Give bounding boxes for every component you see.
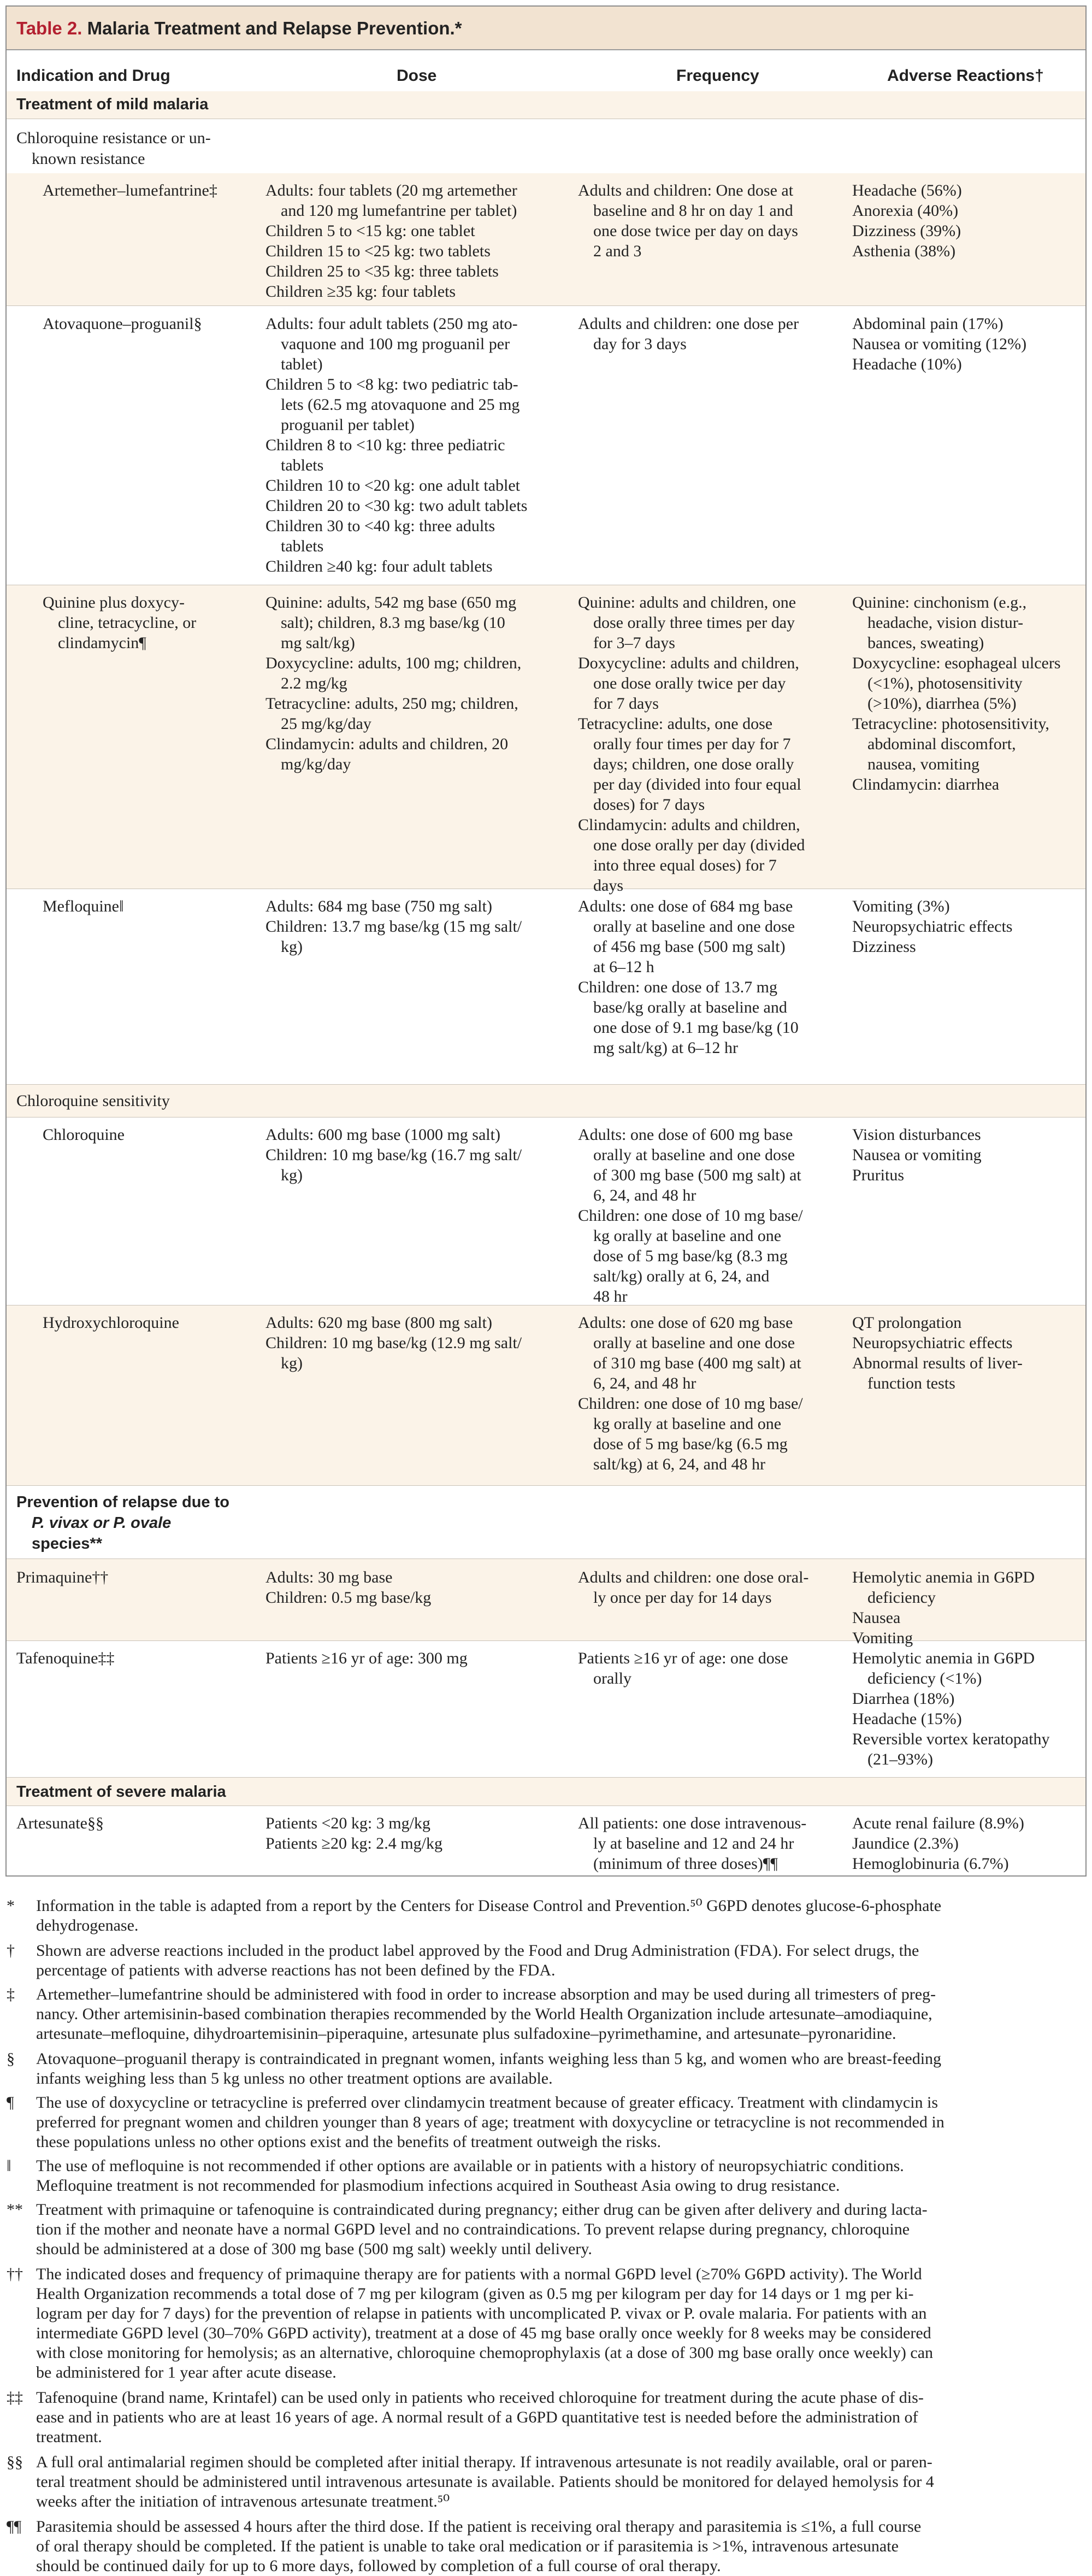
header-frequency: Frequency: [676, 67, 759, 85]
adverse-cell-line: Neuropsychiatric effects: [852, 1334, 1013, 1352]
footnote-line: ease and in patients who are at least 16 years of age. A normal result of a G6PD quantitative test is needed before the administration of: [36, 2408, 918, 2426]
footnote-symbol: ††: [7, 2265, 23, 2283]
drug-cell: [43, 314, 202, 334]
footnote-text: [36, 2093, 1074, 2152]
drug-cell-line: Chloroquine: [43, 1126, 125, 1144]
dose-cell-line: Patients <20 kg: 3 mg/kg: [265, 1814, 430, 1832]
dose-cell: [265, 592, 521, 774]
frequency-cell: [578, 1313, 803, 1474]
frequency-cell-line: Tetracycline: adults, one dose: [578, 715, 773, 733]
frequency-cell-line: salt/kg) orally at 6, 24, and: [593, 1267, 770, 1285]
footnote-line: nancy. Other artemisinin-based combination therapies recommended by the World Health Organization include artesunate–amodiaquine,: [36, 2005, 932, 2023]
adverse-cell-line: Headache (15%): [852, 1710, 962, 1728]
adverse-cell: [852, 1313, 1023, 1393]
frequency-cell-line: dose of 5 mg base/kg (8.3 mg: [593, 1247, 788, 1265]
frequency-cell-line: 48 hr: [593, 1287, 628, 1305]
drug-cell-line: Mefloquine‖: [43, 897, 124, 915]
adverse-cell: [852, 896, 1012, 957]
frequency-cell-line: Children: one dose of 10 mg base/: [578, 1395, 803, 1413]
adverse-cell-line: function tests: [867, 1374, 955, 1392]
adverse-cell-line: Dizziness: [852, 938, 916, 956]
footnote-line: treatment.: [36, 2428, 102, 2446]
adverse-cell: [852, 1813, 1024, 1874]
dose-cell-line: kg): [281, 1354, 303, 1372]
footnote-symbol: ‡: [7, 1985, 15, 2003]
table-title: [7, 7, 1085, 50]
dose-cell-line: Quinine: adults, 542 mg base (650 mg: [265, 593, 517, 611]
header-dose: Dose: [397, 67, 437, 85]
adverse-cell-line: Clindamycin: diarrhea: [852, 775, 1000, 793]
footnote-line: A full oral antimalarial regimen should be completed after initial therapy. If intravenous artesunate is not readily available, oral or paren-: [36, 2453, 932, 2471]
section-chloro-resistance: Chloroquine resistance or un- known resistance: [16, 129, 211, 168]
adverse-cell-line: Vomiting (3%): [852, 897, 950, 915]
frequency-cell-line: 2 and 3: [593, 242, 642, 260]
divider: [7, 1805, 1085, 1806]
dose-cell: [265, 1313, 522, 1373]
dose-cell-line: kg): [281, 1166, 303, 1184]
frequency-cell-line: dose orally three times per day: [593, 614, 795, 632]
dose-cell-line: Children: 10 mg base/kg (12.9 mg salt/: [265, 1334, 522, 1352]
footnote-line: artesunate–mefloquine, dihydroartemisinin–piperaquine, artesunate plus sulfadoxine–pyrimethamine, and artesunate–pyronaridine.: [36, 2025, 896, 2043]
footnote-text: [36, 2517, 1074, 2576]
footnote-line: Atovaquone–proguanil therapy is contraindicated in pregnant women, infants weighing less than 5 kg, and women who are breast-feeding: [36, 2050, 942, 2068]
dose-cell-line: Children: 0.5 mg base/kg: [265, 1589, 432, 1607]
adverse-cell-line: (<1%), photosensitivity: [867, 674, 1023, 692]
dose-cell-line: Children ≥40 kg: four adult tablets: [265, 557, 493, 575]
divider: [7, 1084, 1085, 1085]
dose-cell-line: Children 10 to <20 kg: one adult tablet: [265, 477, 521, 495]
dose-cell-line: tablet): [281, 355, 323, 373]
footnote-line: be administered for 1 year after acute disease.: [36, 2363, 337, 2381]
footnote-line: logram per day for 7 days) for the prevention of relapse in patients with uncomplicated P. vivax or P. ovale malaria. For patients with an: [36, 2304, 927, 2322]
frequency-cell-line: Doxycycline: adults and children,: [578, 654, 799, 672]
adverse-cell-line: Nausea or vomiting: [852, 1146, 982, 1164]
footnote-line: percentage of patients with adverse reactions has not been defined by the FDA.: [36, 1961, 556, 1979]
frequency-cell-line: Patients ≥16 yr of age: one dose: [578, 1649, 788, 1667]
footnote-line: should be administered at a dose of 300 mg base (500 mg salt) weekly until delivery.: [36, 2240, 592, 2258]
footnote-symbol: §§: [7, 2453, 23, 2471]
adverse-cell: [852, 180, 962, 261]
frequency-cell-line: Quinine: adults and children, one: [578, 593, 796, 611]
frequency-cell-line: doses) for 7 days: [593, 796, 705, 814]
frequency-cell-line: orally four times per day for 7: [593, 735, 791, 753]
header-indication: Indication and Drug: [16, 67, 170, 85]
frequency-cell-line: 6, 24, and 48 hr: [593, 1374, 696, 1392]
frequency-cell-line: for 3–7 days: [593, 634, 675, 652]
divider: [7, 1558, 1085, 1559]
frequency-cell: [578, 592, 805, 896]
dose-cell-line: Adults: 600 mg base (1000 mg salt): [265, 1126, 500, 1144]
drug-cell-line: clindamycin¶: [58, 634, 146, 652]
frequency-cell-line: one dose twice per day on days: [593, 222, 798, 240]
drug-cell-line: Atovaquone–proguanil§: [43, 315, 202, 333]
footnote-text: [36, 2265, 1074, 2383]
adverse-cell-line: Nausea or vomiting (12%): [852, 335, 1027, 353]
frequency-cell-line: orally at baseline and one dose: [593, 1334, 795, 1352]
dose-cell-line: kg): [281, 938, 303, 956]
dose-cell-line: vaquone and 100 mg proguanil per: [281, 335, 510, 353]
frequency-cell-line: ly once per day for 14 days: [593, 1589, 772, 1607]
adverse-cell-line: Nausea: [852, 1609, 901, 1627]
frequency-cell-line: baseline and 8 hr on day 1 and: [593, 202, 793, 220]
dose-cell: [265, 1125, 522, 1185]
drug-cell: [16, 1648, 115, 1668]
frequency-cell: [578, 896, 799, 1058]
frequency-cell-line: Adults: one dose of 620 mg base: [578, 1314, 793, 1332]
footnote-line: teral treatment should be administered until intravenous artesunate is available. Patients should be monitored for delayed hemolysis for 4: [36, 2473, 934, 2491]
adverse-cell-line: Reversible vortex keratopathy: [852, 1730, 1050, 1748]
dose-cell-line: Children 30 to <40 kg: three adults: [265, 517, 495, 535]
footnote-symbol: ¶¶: [7, 2518, 22, 2536]
adverse-cell: [852, 314, 1026, 374]
drug-cell: [43, 180, 217, 201]
dose-cell: [265, 896, 522, 957]
footnote-symbol: *: [7, 1897, 15, 1915]
dose-cell-line: proguanil per tablet): [281, 416, 415, 434]
adverse-cell-line: Headache (56%): [852, 181, 962, 199]
frequency-cell-line: Adults: one dose of 600 mg base: [578, 1126, 793, 1144]
footnote-line: weeks after the initiation of intravenous artesunate treatment.⁵⁰: [36, 2492, 450, 2510]
drug-cell: [43, 896, 123, 916]
footnote-line: Tafenoquine (brand name, Krintafel) can be used only in patients who received chloroquine for treatment during the acute phase of dis-: [36, 2389, 924, 2407]
dose-cell-line: Adults: 684 mg base (750 mg salt): [265, 897, 492, 915]
drug-cell: [43, 1313, 179, 1333]
frequency-cell-line: dose of 5 mg base/kg (6.5 mg: [593, 1435, 788, 1453]
footnote-line: intermediate G6PD level (30–70% G6PD activity), treatment at a dose of 45 mg base orally once weekly for 8 weeks may be considered: [36, 2324, 931, 2342]
table-title-text: Malaria Treatment and Relapse Prevention.*: [87, 18, 462, 38]
adverse-cell-line: Hemolytic anemia in G6PD: [852, 1649, 1035, 1667]
dose-cell-line: salt); children, 8.3 mg base/kg (10: [281, 614, 505, 632]
dose-cell-line: Adults: four tablets (20 mg artemether: [265, 181, 517, 199]
adverse-cell-line: Jaundice (2.3%): [852, 1834, 959, 1852]
footnote-line: The use of mefloquine is not recommended if other options are available or in patients with a history of neuropsychiatric conditions.: [36, 2157, 904, 2175]
dose-cell-line: Adults: 30 mg base: [265, 1568, 393, 1586]
dose-cell-line: tablets: [281, 537, 324, 555]
drug-cell: [16, 1813, 104, 1833]
frequency-cell: [578, 1125, 803, 1307]
section-relapse: Prevention of relapse due to P. vivax or P. ovale species**: [16, 1493, 229, 1552]
dose-cell-line: lets (62.5 mg atovaquone and 25 mg: [281, 396, 520, 414]
frequency-cell-line: salt/kg) at 6, 24, and 48 hr: [593, 1455, 765, 1473]
drug-cell-line: Tafenoquine‡‡: [16, 1649, 115, 1667]
divider: [7, 1117, 1085, 1118]
adverse-cell-line: Abdominal pain (17%): [852, 315, 1004, 333]
frequency-cell-line: of 300 mg base (500 mg salt) at: [593, 1166, 801, 1184]
divider: [7, 1485, 1085, 1486]
frequency-cell-line: Adults and children: one dose oral-: [578, 1568, 809, 1586]
frequency-cell-line: orally at baseline and one dose: [593, 918, 795, 936]
frequency-cell-line: orally: [593, 1669, 631, 1687]
frequency-cell-line: kg orally at baseline and one: [593, 1227, 782, 1245]
frequency-cell-line: Adults and children: One dose at: [578, 181, 794, 199]
adverse-cell-line: (>10%), diarrhea (5%): [867, 695, 1017, 713]
adverse-cell-line: Asthenia (38%): [852, 242, 956, 260]
frequency-cell-line: one dose of 9.1 mg base/kg (10: [593, 1019, 799, 1037]
footnote-line: Shown are adverse reactions included in the product label approved by the Food and Drug Administration (FDA). For select drugs, the: [36, 1942, 919, 1960]
dose-cell-line: Doxycycline: adults, 100 mg; children,: [265, 654, 522, 672]
footnote-line: Parasitemia should be assessed 4 hours after the third dose. If the patient is receiving oral therapy and parasitemia is ≤1%, a full course: [36, 2518, 922, 2536]
dose-cell-line: Patients ≥16 yr of age: 300 mg: [265, 1649, 468, 1667]
footnote-symbol: §: [7, 2050, 15, 2068]
footnote-line: infants weighing less than 5 kg unless no other treatment options are available.: [36, 2069, 553, 2087]
frequency-cell-line: of 310 mg base (400 mg salt) at: [593, 1354, 801, 1372]
footnote-line: dehydrogenase.: [36, 1916, 139, 1934]
frequency-cell-line: days: [593, 877, 623, 895]
adverse-cell-line: Hemoglobinuria (6.7%): [852, 1855, 1009, 1873]
frequency-cell-line: 6, 24, and 48 hr: [593, 1186, 696, 1204]
frequency-cell-line: Adults and children: one dose per: [578, 315, 799, 333]
adverse-cell-line: Neuropsychiatric effects: [852, 918, 1013, 936]
frequency-cell-line: orally at baseline and one dose: [593, 1146, 795, 1164]
dose-cell-line: Children 15 to <25 kg: two tablets: [265, 242, 491, 260]
drug-cell-line: Artemether–lumefantrine‡: [43, 181, 217, 199]
dose-cell-line: mg/kg/day: [281, 755, 351, 773]
section-chloro-sensitivity: Chloroquine sensitivity: [16, 1092, 170, 1110]
dose-cell: [265, 180, 517, 302]
adverse-cell-line: Vomiting: [852, 1629, 913, 1647]
footnote-line: tion if the mother and neonate have a normal G6PD level and no contraindications. To prevent relapse during pregnancy, chloroquine: [36, 2220, 910, 2238]
footnote-symbol: ¶: [7, 2093, 14, 2112]
dose-cell: [265, 1813, 442, 1854]
adverse-cell-line: Doxycycline: esophageal ulcers: [852, 654, 1061, 672]
footnote-line: with close monitoring for hemolysis; as an alternative, chloroquine chemoprophylaxis (at a dose of 300 mg base orally once weekly) can: [36, 2344, 934, 2362]
frequency-cell-line: mg salt/kg) at 6–12 hr: [593, 1039, 738, 1057]
frequency-cell-line: All patients: one dose intravenous-: [578, 1814, 807, 1832]
frequency-cell: [578, 1813, 806, 1874]
adverse-cell-line: nausea, vomiting: [867, 755, 979, 773]
table-number: Table 2.: [16, 18, 82, 38]
frequency-cell: [578, 1567, 808, 1608]
footnote-text: [36, 1896, 1074, 1936]
dose-cell-line: Children: 13.7 mg base/kg (15 mg salt/: [265, 918, 522, 936]
dose-cell: [265, 1648, 468, 1668]
divider: [7, 305, 1085, 306]
adverse-cell-line: Vision disturbances: [852, 1126, 981, 1144]
dose-cell-line: Children ≥35 kg: four tablets: [265, 283, 456, 301]
dose-cell-line: Children 8 to <10 kg: three pediatric: [265, 436, 505, 454]
frequency-cell-line: day for 3 days: [593, 335, 687, 353]
drug-cell-line: Quinine plus doxycy-: [43, 593, 185, 611]
drug-cell-line: Artesunate§§: [16, 1814, 104, 1832]
drug-cell-line: Primaquine††: [16, 1568, 109, 1586]
frequency-cell-line: one dose orally per day (divided: [593, 836, 805, 854]
footnote-text: [36, 2453, 1074, 2512]
dose-cell-line: Children 5 to <8 kg: two pediatric tab-: [265, 375, 518, 393]
adverse-cell-line: bances, sweating): [867, 634, 984, 652]
footnote-line: Information in the table is adapted from a report by the Centers for Disease Control and Prevention.⁵⁰ G6PD denotes glucose-6-phosphate: [36, 1897, 942, 1915]
dose-cell-line: Children 20 to <30 kg: two adult tablets: [265, 497, 528, 515]
footnote-line: Health Organization recommends a total dose of 7 mg per kilogram (given as 0.5 mg per kilogram per day for 14 days or 1 mg per ki-: [36, 2285, 914, 2303]
footnote-line: these populations unless no other options exist and the benefits of treatment outweigh the risks.: [36, 2133, 661, 2151]
section-severe: Treatment of severe malaria: [16, 1783, 226, 1801]
frequency-cell-line: base/kg orally at baseline and: [593, 998, 787, 1016]
dose-cell-line: Patients ≥20 kg: 2.4 mg/kg: [265, 1834, 442, 1852]
dose-cell-line: Tetracycline: adults, 250 mg; children,: [265, 695, 518, 713]
divider: [7, 1777, 1085, 1778]
dose-cell-line: Children: 10 mg base/kg (16.7 mg salt/: [265, 1146, 522, 1164]
adverse-cell-line: Quinine: cinchonism (e.g.,: [852, 593, 1027, 611]
adverse-cell: [852, 592, 1061, 795]
frequency-cell-line: per day (divided into four equal: [593, 775, 801, 793]
dose-cell-line: Clindamycin: adults and children, 20: [265, 735, 509, 753]
dose-cell: [265, 1567, 431, 1608]
frequency-cell: [578, 1648, 788, 1689]
adverse-cell-line: Acute renal failure (8.9%): [852, 1814, 1024, 1832]
frequency-cell: [578, 314, 799, 354]
adverse-cell-line: Headache (10%): [852, 355, 962, 373]
adverse-cell-line: QT prolongation: [852, 1314, 962, 1332]
drug-cell-line: Hydroxychloroquine: [43, 1314, 179, 1332]
malaria-table: [5, 5, 1087, 1877]
frequency-cell-line: Children: one dose of 10 mg base/: [578, 1207, 803, 1225]
adverse-cell: [852, 1567, 1035, 1648]
adverse-cell-line: Diarrhea (18%): [852, 1690, 955, 1708]
dose-cell-line: 2.2 mg/kg: [281, 674, 347, 692]
adverse-cell-line: abdominal discomfort,: [867, 735, 1016, 753]
footnote-line: of oral therapy should be completed. If the patient is unable to take oral medication or if parasitemia is >1%, intravenous artesunate: [36, 2537, 899, 2555]
footnote-text: [36, 1985, 1074, 2044]
dose-cell-line: 25 mg/kg/day: [281, 715, 371, 733]
adverse-cell-line: (21–93%): [867, 1750, 933, 1768]
footnote-text: [36, 1941, 1074, 1980]
adverse-cell: [852, 1648, 1050, 1769]
footnote-line: preferred for pregnant women and children younger than 8 years of age; treatment with doxycycline or tetracycline is not recommended in: [36, 2113, 945, 2131]
drug-cell: [43, 592, 196, 653]
footnote-symbol: †: [7, 1942, 15, 1960]
footnote-line: should be continued daily for up to 6 more days, followed by completion of a full course of oral therapy.: [36, 2557, 721, 2575]
footnote-text: [36, 2388, 1074, 2447]
footnote-text: [36, 2156, 1074, 2196]
dose-cell-line: Children 25 to <35 kg: three tablets: [265, 262, 499, 280]
adverse-cell-line: headache, vision distur-: [867, 614, 1024, 632]
adverse-cell-line: Tetracycline: photosensitivity,: [852, 715, 1049, 733]
drug-cell: [43, 1125, 125, 1145]
frequency-cell-line: one dose orally twice per day: [593, 674, 786, 692]
dose-cell-line: Adults: 620 mg base (800 mg salt): [265, 1314, 492, 1332]
adverse-cell-line: Abnormal results of liver-: [852, 1354, 1023, 1372]
footnote-line: The indicated doses and frequency of primaquine therapy are for patients with a normal G6PD level (≥70% G6PD activity). The World: [36, 2265, 922, 2283]
frequency-cell-line: Clindamycin: adults and children,: [578, 816, 800, 834]
footnote-line: The use of doxycycline or tetracycline is preferred over clindamycin treatment because of greater efficacy. Treatment with clindamycin is: [36, 2093, 938, 2112]
frequency-cell-line: at 6–12 h: [593, 958, 654, 976]
drug-cell-line: cline, tetracycline, or: [58, 614, 197, 632]
frequency-cell-line: for 7 days: [593, 695, 659, 713]
section-mild: Treatment of mild malaria: [16, 96, 209, 113]
frequency-cell-line: days; children, one dose orally: [593, 755, 794, 773]
adverse-cell-line: deficiency: [867, 1589, 936, 1607]
frequency-cell-line: ly at baseline and 12 and 24 hr: [593, 1834, 794, 1852]
dose-cell: [265, 314, 527, 577]
frequency-cell: [578, 180, 798, 261]
adverse-cell-line: deficiency (<1%): [867, 1669, 982, 1687]
footnote-line: Mefloquine treatment is not recommended for plasmodium infections acquired in Southeast Asia owing to drug resistance.: [36, 2177, 840, 2195]
footnote-line: Artemether–lumefantrine should be administered with food in order to increase absorption and may be used during all trimesters of preg-: [36, 1985, 936, 2003]
frequency-cell-line: of 456 mg base (500 mg salt): [593, 938, 786, 956]
footnote-text: [36, 2049, 1074, 2089]
footnote-symbol: ‖: [7, 2157, 11, 2175]
frequency-cell-line: Children: one dose of 13.7 mg: [578, 978, 777, 996]
dose-cell-line: tablets: [281, 456, 324, 474]
adverse-cell-line: Dizziness (39%): [852, 222, 961, 240]
dose-cell-line: Children 5 to <15 kg: one tablet: [265, 222, 475, 240]
dose-cell-line: Adults: four adult tablets (250 mg ato-: [265, 315, 518, 333]
dose-cell-line: mg salt/kg): [281, 634, 355, 652]
footnote-symbol: **: [7, 2201, 23, 2219]
adverse-cell-line: Hemolytic anemia in G6PD: [852, 1568, 1035, 1586]
adverse-cell-line: Pruritus: [852, 1166, 905, 1184]
footnote-text: [36, 2200, 1074, 2259]
adverse-cell: [852, 1125, 982, 1185]
dose-cell-line: and 120 mg lumefantrine per tablet): [281, 202, 517, 220]
frequency-cell-line: kg orally at baseline and one: [593, 1415, 782, 1433]
footnote-line: Treatment with primaquine or tafenoquine is contraindicated during pregnancy; either drug can be given after delivery and during lacta-: [36, 2201, 928, 2219]
header-adverse: Adverse Reactions†: [887, 67, 1044, 85]
frequency-cell-line: Adults: one dose of 684 mg base: [578, 897, 793, 915]
frequency-cell-line: (minimum of three doses)¶¶: [593, 1855, 778, 1873]
frequency-cell-line: into three equal doses) for 7: [593, 856, 777, 874]
adverse-cell-line: Anorexia (40%): [852, 202, 959, 220]
footnote-symbol: ‡‡: [7, 2389, 23, 2407]
drug-cell: [16, 1567, 108, 1587]
